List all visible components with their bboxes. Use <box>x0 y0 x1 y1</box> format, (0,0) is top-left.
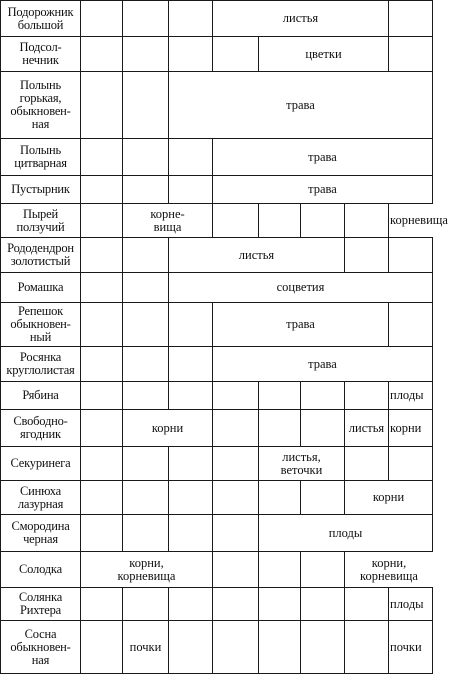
period-cell <box>300 381 345 410</box>
plant-name: Синюха лазурная <box>17 483 64 511</box>
period-cell <box>344 446 389 481</box>
harvest-part-label: корни <box>345 481 432 514</box>
period-cell <box>212 551 259 588</box>
harvest-part-label: корни <box>389 410 422 446</box>
harvest-part-label: трава <box>213 347 432 381</box>
period-cell <box>80 514 123 552</box>
period-cell <box>300 203 345 238</box>
period-cell <box>212 381 259 410</box>
period-cell <box>258 587 301 621</box>
harvest-part-label: плоды <box>259 515 432 551</box>
harvest-part-label: корни, корневища <box>81 552 212 587</box>
period-cell <box>168 138 213 176</box>
plant-name: Солянка Рихтера <box>18 590 63 617</box>
period-cell <box>168 514 213 552</box>
period-cell <box>212 587 259 621</box>
period-cell <box>258 620 301 674</box>
plant-name: Сосна обыкновен- ная <box>10 626 71 667</box>
harvest-part-label: корне- вища <box>123 204 212 237</box>
harvest-part-label: листья <box>345 410 388 446</box>
harvest-part-label: корни, корневища <box>345 552 433 587</box>
plant-name: Росянка круглолистая <box>6 350 75 377</box>
harvest-part-label: листья, веточки <box>259 447 344 480</box>
period-cell <box>122 138 169 176</box>
period-cell <box>168 0 213 37</box>
period-cell <box>122 36 169 72</box>
period-cell <box>168 381 213 410</box>
period-cell <box>80 175 123 204</box>
harvest-part-label: плоды <box>389 588 425 620</box>
harvest-part-label: соцветия <box>169 273 432 302</box>
plant-name: Свободно- ягодник <box>13 414 68 441</box>
plant-name: Пырей ползучий <box>16 206 65 234</box>
period-cell <box>212 514 259 552</box>
period-cell <box>122 480 169 515</box>
period-cell <box>212 203 259 238</box>
harvest-part-label: почки <box>123 621 168 673</box>
period-cell <box>258 480 301 515</box>
period-cell <box>212 620 259 674</box>
period-cell <box>80 620 123 674</box>
period-cell <box>122 346 169 382</box>
period-cell <box>122 71 169 139</box>
harvest-part-label: листья <box>169 238 344 272</box>
period-cell <box>80 36 123 72</box>
period-cell <box>388 446 433 481</box>
plant-name: Полынь цитварная <box>14 143 67 170</box>
period-cell <box>168 587 213 621</box>
period-cell <box>212 480 259 515</box>
plant-name: Секуринега <box>10 456 71 470</box>
period-cell <box>300 587 345 621</box>
harvest-part-label: корни <box>123 410 212 446</box>
period-cell <box>122 446 169 481</box>
harvest-part-label: корневища <box>389 204 449 237</box>
period-cell <box>300 620 345 674</box>
period-cell <box>300 480 345 515</box>
period-cell <box>80 480 123 515</box>
period-cell <box>168 446 213 481</box>
period-cell <box>80 0 123 37</box>
period-cell <box>344 620 389 674</box>
period-cell <box>122 587 169 621</box>
period-cell <box>80 237 123 273</box>
plant-name: Солодка <box>19 562 62 576</box>
period-cell <box>122 272 169 303</box>
period-cell <box>80 272 123 303</box>
period-cell <box>344 203 389 238</box>
period-cell <box>388 0 433 37</box>
period-cell <box>344 237 389 273</box>
period-cell <box>388 237 433 273</box>
period-cell <box>344 587 389 621</box>
period-cell <box>80 381 123 410</box>
period-cell <box>80 587 123 621</box>
period-cell <box>80 446 123 481</box>
plant-name: Пустырник <box>11 182 70 196</box>
period-cell <box>80 138 123 176</box>
period-cell <box>122 302 169 347</box>
period-cell <box>258 381 301 410</box>
period-cell <box>122 175 169 204</box>
harvest-part-label: цветки <box>259 37 388 71</box>
harvest-part-label: почки <box>389 621 423 673</box>
period-cell <box>80 346 123 382</box>
period-cell <box>168 346 213 382</box>
period-cell <box>258 409 301 447</box>
plant-name: Рябина <box>22 388 59 402</box>
harvest-part-label: трава <box>169 72 432 138</box>
period-cell <box>122 381 169 410</box>
period-cell <box>122 237 169 273</box>
plant-name: Ромашка <box>17 280 64 294</box>
period-cell <box>168 175 213 204</box>
period-cell <box>344 381 389 410</box>
harvest-part-label: трава <box>213 303 388 346</box>
period-cell <box>212 36 259 72</box>
harvest-part-label: трава <box>213 139 432 175</box>
plant-name: Подсол- нечник <box>19 40 62 67</box>
period-cell <box>300 409 345 447</box>
plant-name: Полынь горькая, обыкновен- ная <box>10 78 71 131</box>
period-cell <box>300 551 345 588</box>
period-cell <box>122 0 169 37</box>
period-cell <box>212 409 259 447</box>
period-cell <box>80 71 123 139</box>
period-cell <box>258 203 301 238</box>
harvest-part-label: плоды <box>389 382 425 409</box>
plant-name: Смородина черная <box>11 519 70 546</box>
plant-name: Репешок обыкновен- ный <box>10 304 71 344</box>
period-cell <box>168 302 213 347</box>
harvest-part-label: листья <box>213 1 388 36</box>
period-cell <box>168 620 213 674</box>
plant-name: Подорожник большой <box>7 4 74 32</box>
plant-name: Рододендрон золотистый <box>7 241 74 268</box>
period-cell <box>388 36 433 72</box>
harvest-part-label: трава <box>213 176 432 203</box>
period-cell <box>122 514 169 552</box>
period-cell <box>80 302 123 347</box>
period-cell <box>258 551 301 588</box>
period-cell <box>168 480 213 515</box>
period-cell <box>80 409 123 447</box>
period-cell <box>388 302 433 347</box>
period-cell <box>80 203 123 238</box>
period-cell <box>212 446 259 481</box>
period-cell <box>168 36 213 72</box>
